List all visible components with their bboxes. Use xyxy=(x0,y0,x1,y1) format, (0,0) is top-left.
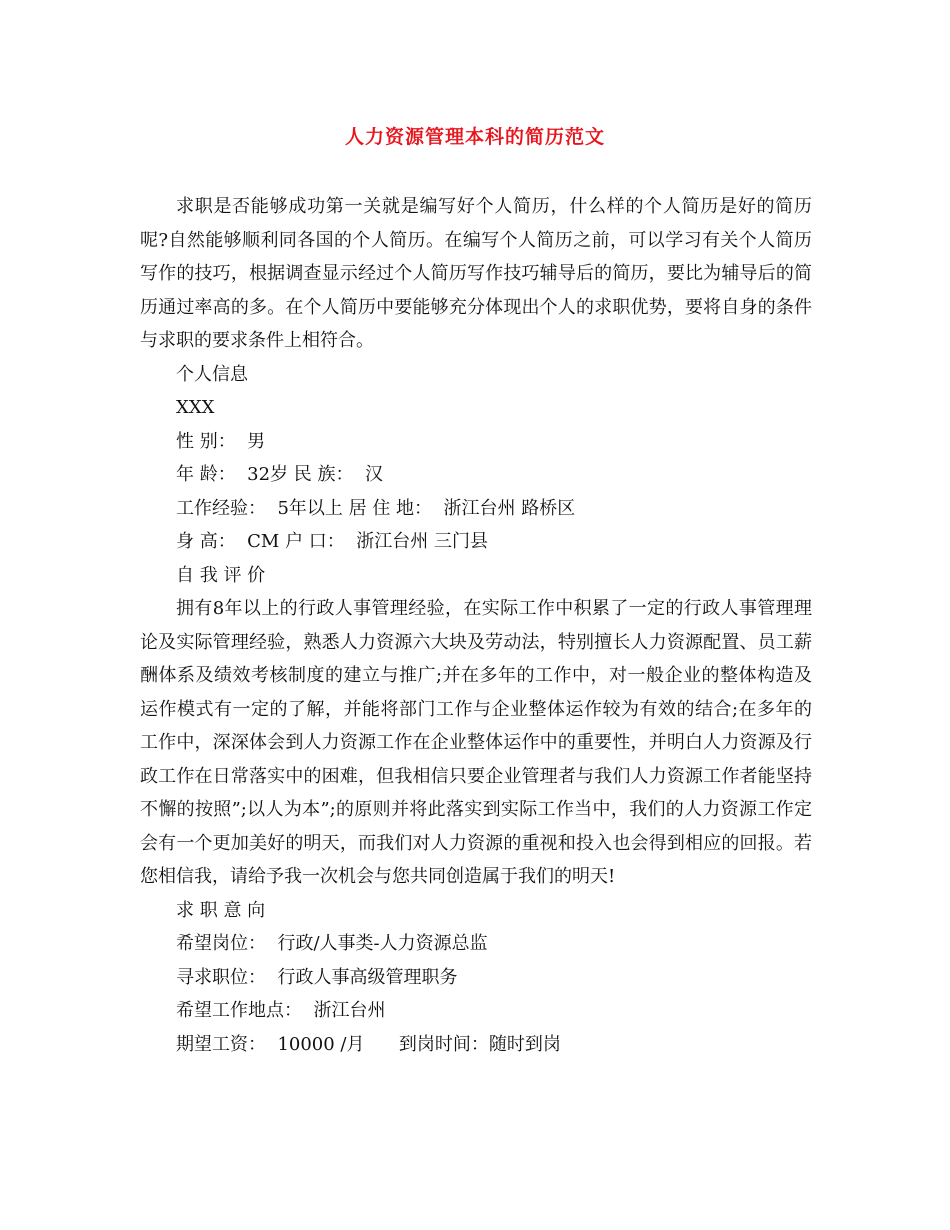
document-body xyxy=(140,190,812,1061)
name-line: XXX xyxy=(176,397,215,418)
document-title: 人力资源管理本科的简历范文 xyxy=(344,126,605,148)
desired-location-line: 希望工作地点： 浙江台州 xyxy=(176,1000,386,1021)
job-intention-heading: 求 职 意 向 xyxy=(176,899,266,921)
personal-info-heading: 个人信息 xyxy=(176,363,248,385)
gender-line: 性 别： 男 xyxy=(176,430,266,452)
experience-residence-line: 工作经验： 5年以上 居 住 地： 浙江台州 路桥区 xyxy=(176,497,576,519)
age-ethnicity-line: 年 龄： 32岁 民 族： 汉 xyxy=(176,464,383,485)
height-hukou-line: 身 高： CM 户 口： 浙江台州 三门县 xyxy=(176,531,488,552)
desired-position-line: 希望岗位： 行政/人事类-人力资源总监 xyxy=(176,933,488,954)
intro-paragraph: 求职是否能够成功第一关就是编写好个人简历，什么样的个人简历是好的简历呢?自然能够顺利同各国的个人简历。在编写个人简历之前，可以学习有关个人简历写作的技巧，根据调查显示经过个人简历写作技巧辅导后的简历，要比为辅导后的简历通过率高的多。在个人简历中要能够充分体现出个人的求职优势，要将自身的条件与求职的要求条件上相符合。 xyxy=(140,196,812,351)
sought-position-line: 寻求职位： 行政人事高级管理职务 xyxy=(176,966,458,988)
self-evaluation-heading: 自 我 评 价 xyxy=(176,564,266,586)
self-evaluation-paragraph: 拥有8年以上的行政人事管理经验，在实际工作中积累了一定的行政人事管理理论及实际管理经验，熟悉人力资源六大块及劳动法，特别擅长人力资源配置、员工薪酬体系及绩效考核制度的建立与推广;并在多年的工作中，对一般企业的整体构造及运作模式有一定的了解，并能将部门工作与企业整体运作较为有效的结合;在多年的工作中，深深体会到人力资源工作在企业整体运作中的重要性，并明白人力资源及行政工作在日常落实中的困难，但我相信只要企业管理者与我们人力资源工作者能坚持不懈的按照”;以人为本”;的原则并将此落实到实际工作当中，我们的人力资源工作定会有一个更加美好的明天，而我们对人力资源的重视和投入也会得到相应的回报。若您相信我，请给予我一次机会与您共同创造属于我们的明天! xyxy=(140,598,812,887)
salary-start-line: 期望工资： 10000 /月 到岗时间：随时到岗 xyxy=(176,1033,561,1055)
